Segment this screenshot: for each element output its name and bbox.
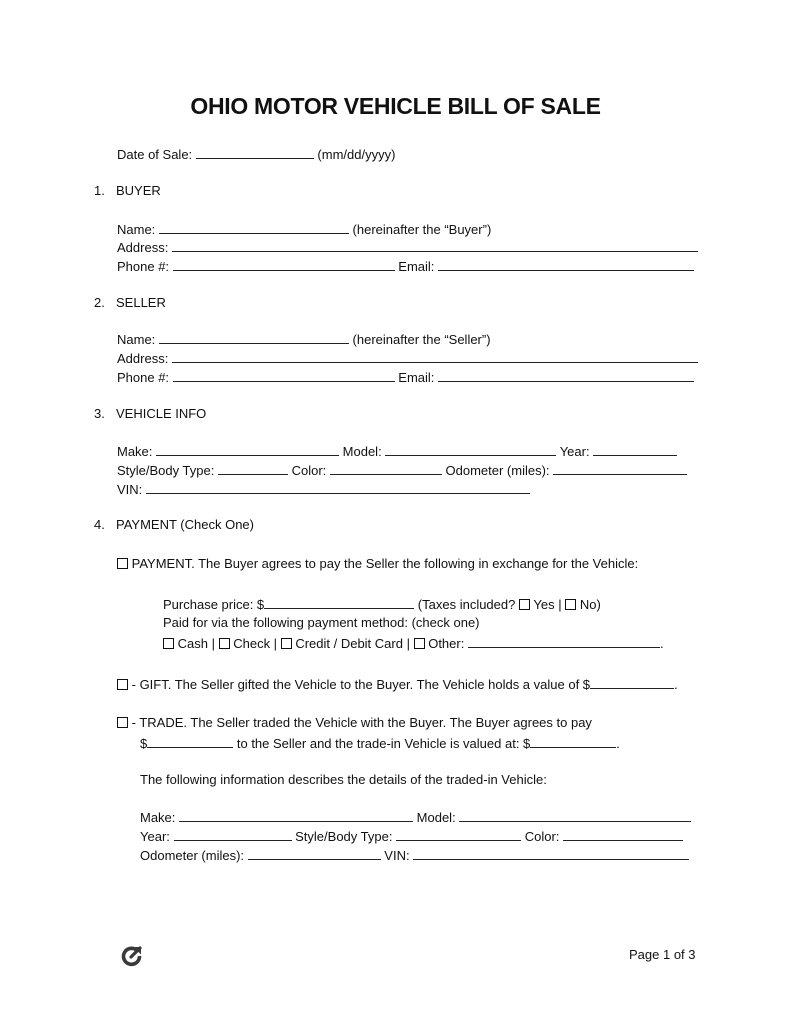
seller-name-row <box>117 331 491 348</box>
tradein-style-field[interactable] <box>396 828 521 841</box>
buyer-address-label: Address: <box>117 240 169 255</box>
taxes-no-label: No) <box>579 597 601 612</box>
tradein-year-label: Year: <box>140 829 170 844</box>
vehicle-row-3 <box>117 481 530 498</box>
trade-option-row <box>117 715 592 731</box>
other-label: Other: <box>428 636 465 651</box>
tradein-vin-label: VIN: <box>384 848 410 863</box>
tradein-intro: The following information describes the details of the traded-in Vehicle: <box>140 772 547 787</box>
credit-debit-checkbox[interactable] <box>281 638 292 649</box>
buyer-name-field[interactable] <box>159 221 349 234</box>
seller-address-label: Address: <box>117 351 169 366</box>
tradein-row-1 <box>140 809 691 826</box>
section-number: 2. <box>94 295 105 310</box>
trade-amounts-row <box>140 735 620 752</box>
gift-option-row <box>117 676 678 693</box>
tradein-odometer-label: Odometer (miles): <box>140 848 245 863</box>
cash-checkbox[interactable] <box>163 638 174 649</box>
credit-debit-label: Credit / Debit Card | <box>295 636 410 651</box>
buyer-address-row <box>117 239 698 256</box>
buyer-contact-row <box>117 258 694 275</box>
color-label: Color: <box>291 463 327 478</box>
page-number: Page 1 of 3 <box>629 947 696 962</box>
seller-name-field[interactable] <box>159 331 349 344</box>
section-number: 3. <box>94 406 105 421</box>
vehicle-row-1 <box>117 443 677 460</box>
tradein-make-label: Make: <box>140 810 176 825</box>
payment-method-label: Paid for via the following payment method: (check one) <box>163 615 480 630</box>
gift-option-text: - GIFT. The Seller gifted the Vehicle to the Buyer. The Vehicle holds a value of $ <box>131 677 591 692</box>
year-label: Year: <box>559 444 590 459</box>
trade-checkbox[interactable] <box>117 717 128 728</box>
trade-pay-field[interactable] <box>147 735 233 748</box>
taxes-yes-checkbox[interactable] <box>519 599 530 610</box>
taxes-no-checkbox[interactable] <box>565 599 576 610</box>
period: . <box>674 677 678 692</box>
style-label: Style/Body Type: <box>117 463 215 478</box>
seller-email-field[interactable] <box>438 369 694 382</box>
seller-name-suffix: (hereinafter the “Seller”) <box>352 332 491 347</box>
cash-label: Cash | <box>177 636 215 651</box>
purchase-price-field[interactable] <box>264 596 414 609</box>
odometer-field[interactable] <box>553 462 687 475</box>
vin-label: VIN: <box>117 482 143 497</box>
make-field[interactable] <box>156 443 339 456</box>
gift-value-field[interactable] <box>590 676 674 689</box>
period: . <box>616 736 620 751</box>
check-checkbox[interactable] <box>219 638 230 649</box>
seller-phone-label: Phone #: <box>117 370 170 385</box>
tradein-row-2 <box>140 828 683 845</box>
taxes-yes-label: Yes | <box>533 597 562 612</box>
payment-section-heading <box>94 517 254 533</box>
model-label: Model: <box>342 444 382 459</box>
tradein-odometer-field[interactable] <box>248 847 381 860</box>
date-of-sale-row <box>117 146 395 163</box>
section-number: 4. <box>94 517 105 532</box>
year-field[interactable] <box>593 443 677 456</box>
seller-address-row <box>117 350 698 367</box>
payment-heading: PAYMENT (Check One) <box>116 517 254 532</box>
odometer-label: Odometer (miles): <box>445 463 550 478</box>
period: . <box>659 636 664 651</box>
vin-field[interactable] <box>146 481 530 494</box>
taxes-label: (Taxes included? <box>417 597 516 612</box>
buyer-heading: BUYER <box>116 183 161 198</box>
tradein-color-label: Color: <box>524 829 560 844</box>
purchase-price-label: Purchase price: $ <box>163 597 265 612</box>
buyer-email-label: Email: <box>398 259 435 274</box>
document-title: OHIO MOTOR VEHICLE BILL OF SALE <box>190 93 601 119</box>
buyer-phone-label: Phone #: <box>117 259 170 274</box>
date-of-sale-field[interactable] <box>196 146 314 159</box>
buyer-email-field[interactable] <box>438 258 694 271</box>
tradein-year-field[interactable] <box>174 828 292 841</box>
payment-option-row <box>117 556 638 572</box>
buyer-address-field[interactable] <box>172 239 698 252</box>
check-label: Check | <box>233 636 278 651</box>
seller-email-label: Email: <box>398 370 435 385</box>
trade-dollar: $ <box>140 736 148 751</box>
payment-option-text: PAYMENT. The Buyer agrees to pay the Seller the following in exchange for the Vehicle: <box>131 556 639 571</box>
make-label: Make: <box>117 444 153 459</box>
payment-checkbox[interactable] <box>117 558 128 569</box>
buyer-name-suffix: (hereinafter the “Buyer”) <box>352 222 492 237</box>
trade-option-text: - TRADE. The Seller traded the Vehicle with the Buyer. The Buyer agrees to pay <box>131 715 592 730</box>
buyer-section-heading <box>94 183 161 199</box>
tradein-color-field[interactable] <box>563 828 683 841</box>
buyer-name-label: Name: <box>117 222 156 237</box>
seller-address-field[interactable] <box>172 350 698 363</box>
other-method-field[interactable] <box>468 635 660 648</box>
model-field[interactable] <box>385 443 556 456</box>
buyer-name-row <box>117 221 491 238</box>
vehicle-section-heading <box>94 406 206 422</box>
color-field[interactable] <box>330 462 442 475</box>
seller-contact-row <box>117 369 694 386</box>
other-checkbox[interactable] <box>414 638 425 649</box>
seller-name-label: Name: <box>117 332 156 347</box>
tradein-make-field[interactable] <box>179 809 413 822</box>
gift-checkbox[interactable] <box>117 679 128 690</box>
style-field[interactable] <box>218 462 288 475</box>
buyer-phone-field[interactable] <box>173 258 395 271</box>
payment-method-row <box>163 635 664 652</box>
vehicle-row-2 <box>117 462 687 479</box>
date-of-sale-label: Date of Sale: <box>117 147 193 162</box>
section-number: 1. <box>94 183 105 198</box>
tradein-model-field[interactable] <box>459 809 691 822</box>
seller-section-heading <box>94 295 166 311</box>
tradein-style-label: Style/Body Type: <box>295 829 393 844</box>
seller-phone-field[interactable] <box>173 369 395 382</box>
vehicle-heading: VEHICLE INFO <box>116 406 207 421</box>
arrow-logo-icon <box>120 944 144 968</box>
tradein-vin-field[interactable] <box>413 847 689 860</box>
date-format-hint: (mm/dd/yyyy) <box>317 147 396 162</box>
tradein-row-3 <box>140 847 689 864</box>
tradein-value-field[interactable] <box>530 735 616 748</box>
purchase-price-row <box>163 596 601 613</box>
seller-heading: SELLER <box>116 295 166 310</box>
tradein-model-label: Model: <box>416 810 456 825</box>
trade-mid-text: to the Seller and the trade-in Vehicle is valued at: $ <box>236 736 531 751</box>
